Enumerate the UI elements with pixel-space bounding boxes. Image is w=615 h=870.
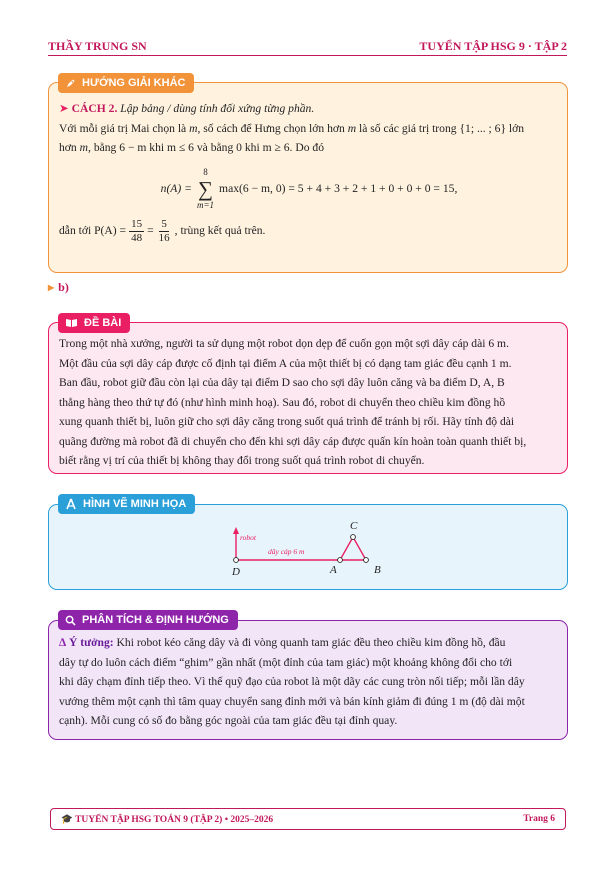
alt-method-box <box>48 82 568 273</box>
page-header <box>48 36 567 54</box>
problem-line: biết rằng vị trí của thiết bị không thay đổi trong suốt quá trình robot di chuyển. <box>59 454 425 467</box>
cable-label: dây cáp 6 m <box>268 547 305 556</box>
analysis-line: ∆ Ý tưởng: Khi robot kéo căng dây và đi vòng quanh tam giác đều theo chiều kim đồng hồ, đầu <box>59 636 506 649</box>
problem-text <box>59 334 559 471</box>
search-icon <box>65 615 76 626</box>
part-b-marker: ▶ b) <box>48 280 69 294</box>
alt-method-tag: HƯỚNG GIẢI KHÁC <box>58 73 194 93</box>
compass-icon <box>65 498 77 510</box>
method-desc: Lập bảng / dùng tính đối xứng từng phần. <box>120 102 315 115</box>
header-author: THẦY TRUNG SN <box>48 39 147 53</box>
point-C-dot <box>351 535 356 540</box>
problem-tag: ĐỀ BÀI <box>58 313 130 333</box>
figure-box <box>48 504 568 590</box>
analysis-box <box>48 620 568 740</box>
formula-rhs: max(6 − m, 0) = 5 + 4 + 3 + 2 + 1 + 0 + 0 + 0 = 15, <box>219 181 458 195</box>
analysis-line: khi dây chạm đỉnh tiếp theo. Vì thế quỹ đạo của robot là một dãy các cung tròn nối tiếp; mỗi lần dây <box>59 675 525 688</box>
robot-label: robot <box>240 533 256 542</box>
page-number: Trang 6 <box>523 814 555 824</box>
analysis-line: dây tự do luôn cách điểm “ghim” gần nhất (một đỉnh của tam giác) một khoảng không đổi cho tới <box>59 655 513 669</box>
footer-title: 🎓 TUYỂN TẬP HSG TOÁN 9 (TẬP 2) • 2025–2026 <box>61 814 274 825</box>
page-footer <box>50 808 566 830</box>
formula-lhs: n(A) = <box>160 181 192 195</box>
illustration <box>48 504 568 590</box>
header-series: TUYỂN TẬP HSG 9 · TẬP 2 <box>419 39 567 53</box>
analysis-text <box>59 633 559 731</box>
label-A: A <box>330 564 337 576</box>
problem-line: Ban đầu, robot giữ đầu còn lại của dây tại điểm D sao cho sợi dây luôn căng và ba điểm D, A, B <box>59 376 505 389</box>
fraction-15-48: $\frac{15}{48}$ <box>131 217 143 244</box>
header-rule <box>48 55 567 56</box>
analysis-tag: PHÂN TÍCH & ĐỊNH HƯỚNG <box>58 610 238 630</box>
point-B-dot <box>364 558 369 563</box>
alt-method-heading <box>59 99 559 119</box>
analysis-line: cạnh). Mỗi cung có số đo bằng góc ngoài của tam giác đều tại đỉnh quay. <box>59 714 398 727</box>
label-D: D <box>232 566 240 578</box>
fraction-5-16: $\frac{5}{16}$ <box>158 217 170 244</box>
alt-method-line-1: Với mỗi giá trị Mai chọn là m, số cách để Hưng chọn lớn hơn m là số các giá trị trong {1; ... ; 6} lớn <box>59 121 525 135</box>
alt-method-content <box>59 99 559 245</box>
equilateral-triangle <box>340 537 366 560</box>
label-B: B <box>374 564 381 576</box>
robot-arrow-head <box>233 527 239 534</box>
sum-operator: 8 ∑ m=1 <box>196 166 215 210</box>
problem-line: Một đầu của sợi dây cáp được cố định tại điểm A của một thiết bị có dạng tam giác đều cạnh 1 m. <box>59 356 512 370</box>
compass-icon: ∆ <box>59 636 67 649</box>
problem-box <box>48 322 568 474</box>
point-D-dot <box>234 558 239 563</box>
graduation-cap-icon: 🎓 <box>61 814 73 825</box>
problem-line: thẳng hàng theo thứ tự đó (như hình minh hoạ). Sau đó, robot di chuyển theo chiều kim đồng hồ <box>59 395 506 409</box>
method-label: CÁCH 2. <box>71 102 118 115</box>
sum-formula <box>59 162 559 216</box>
book-icon <box>65 318 78 328</box>
point-A-dot <box>338 558 343 563</box>
problem-line: Trong một nhà xưởng, người ta sử dụng một robot dọn dẹp để cuốn gọn một sợi dây cáp dài 6 m. <box>59 337 509 350</box>
label-C: C <box>350 520 358 532</box>
rocket-icon: ➤ <box>59 102 69 115</box>
alt-method-result: dẫn tới P(A) = $\frac{15}{48}$ = $\frac{5}{16}$ , trùng kết quả trên. <box>59 217 266 244</box>
problem-line: xung quanh thiết bị, luôn giữ cho sợi dây căng trong suốt quá trình để tránh bị rối. Hãy tính độ dài <box>59 415 515 428</box>
alt-method-line-2: hơn m, bằng 6 − m khi m ≤ 6 và bằng 0 khi m ≥ 6. Do đó <box>59 141 325 154</box>
figure-tag: HÌNH VẼ MINH HỌA <box>58 494 195 514</box>
analysis-line: vướng thêm một cạnh thì tâm quay chuyển sang đỉnh mới và bán kính giảm đi đúng 1 m (độ dài một <box>59 694 525 708</box>
idea-label: Ý tưởng: <box>69 636 114 649</box>
triangle-right-icon: ▶ <box>48 283 55 292</box>
rocket-icon <box>65 78 76 89</box>
problem-line: quãng đường mà robot đã di chuyển cho đến khi sợi dây cáp được quấn kín hoàn toàn quanh thiết bị, <box>59 434 527 448</box>
